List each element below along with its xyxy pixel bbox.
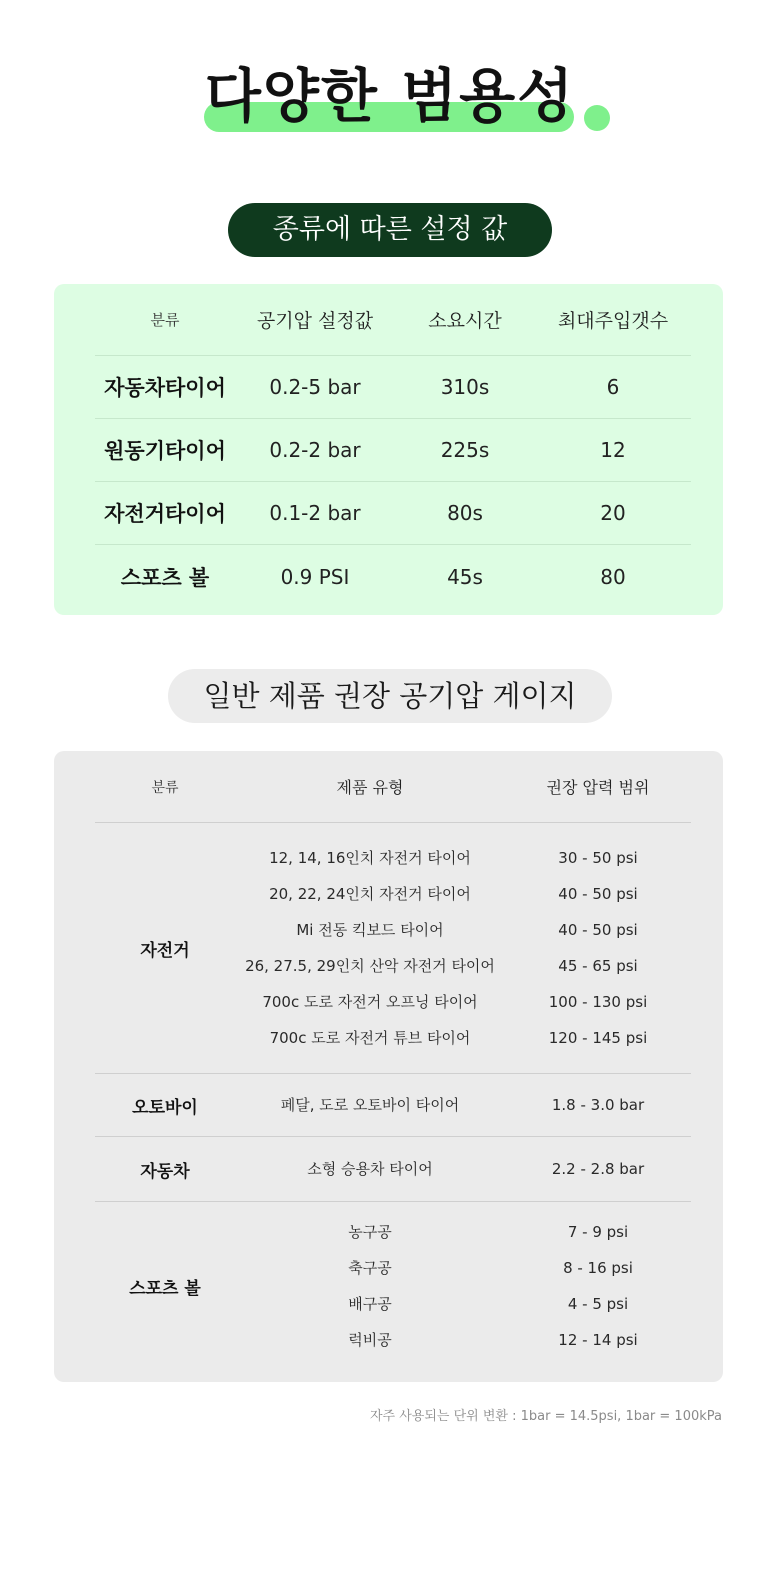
pressure-range: 40 - 50 psi: [558, 885, 638, 903]
row-max-count: 6: [606, 375, 620, 399]
group-ranges: [505, 1151, 691, 1187]
product-type: Mi 전동 킥보드 타이어: [296, 921, 444, 939]
pressure-guide-table: [95, 751, 691, 1370]
pressure-range: 120 - 145 psi: [548, 1029, 648, 1047]
group-items: [235, 1087, 505, 1123]
group-category: 오토바이: [132, 1097, 198, 1118]
header-time: 소요시간: [428, 310, 502, 332]
table-row: [95, 482, 691, 545]
pressure-range: 1.8 - 3.0 bar: [551, 1096, 645, 1114]
product-type: 페달, 도로 오토바이 타이어: [280, 1096, 460, 1114]
product-type: 축구공: [348, 1259, 392, 1277]
row-max-count: 80: [600, 564, 626, 589]
header-pressure: 공기압 설정값: [256, 310, 374, 332]
row-category: 자전거타이어: [104, 502, 226, 526]
pressure-range: 12 - 14 psi: [558, 1331, 638, 1349]
row-pressure: 0.2-2 bar: [269, 438, 361, 462]
group-bicycle: [95, 823, 691, 1074]
row-category: 스포츠 볼: [120, 565, 210, 590]
pressure-range: 2.2 - 2.8 bar: [551, 1160, 645, 1178]
row-max-count: 12: [600, 438, 626, 462]
header-pressure-range: 권장 압력 범위: [546, 778, 650, 797]
page-title: 다양한 범용성: [204, 62, 576, 130]
row-pressure: 0.1-2 bar: [269, 501, 361, 525]
group-ranges: [505, 1087, 691, 1123]
product-type: 소형 승용차 타이어: [307, 1160, 433, 1178]
group-items: [235, 840, 505, 1056]
table-row: [95, 545, 691, 608]
row-time: 225s: [440, 438, 490, 462]
product-type: 럭비공: [348, 1331, 392, 1349]
header-category: 분류: [150, 311, 180, 329]
group-ranges: [505, 840, 691, 1056]
product-type: 배구공: [348, 1295, 392, 1313]
pressure-range: 8 - 16 psi: [563, 1259, 633, 1277]
title-block: [0, 60, 780, 140]
pressure-range: 40 - 50 psi: [558, 921, 638, 939]
row-time: 80s: [447, 501, 483, 525]
group-items: [235, 1151, 505, 1187]
product-type: 26, 27.5, 29인치 산악 자전거 타이어: [245, 957, 495, 975]
section1-heading: 종류에 따른 설정 값: [228, 203, 552, 257]
pressure-range: 30 - 50 psi: [558, 849, 638, 867]
group-category: 자전거: [140, 940, 190, 961]
group-category: 스포츠 볼: [129, 1278, 201, 1299]
unit-conversion-note: 자주 사용되는 단위 변환 : 1bar = 14.5psi, 1bar = 100kPa: [369, 1409, 722, 1424]
group-car: [95, 1137, 691, 1202]
table-row: [95, 419, 691, 482]
product-type: 농구공: [348, 1223, 392, 1241]
header-max-count: 최대주입갯수: [557, 310, 669, 332]
group-sports-ball: [95, 1202, 691, 1370]
pressure-range: 45 - 65 psi: [558, 957, 638, 975]
settings-table-card: [54, 284, 723, 615]
settings-table: [95, 284, 691, 608]
product-type: 12, 14, 16인치 자전거 타이어: [269, 849, 471, 867]
row-pressure: 0.2-5 bar: [269, 375, 361, 399]
row-pressure: 0.9 PSI: [280, 564, 350, 589]
row-time: 310s: [440, 375, 490, 399]
product-type: 700c 도로 자전거 튜브 타이어: [269, 1029, 471, 1047]
pressure-guide-header: [95, 751, 691, 823]
group-category: 자동차: [140, 1161, 190, 1182]
product-type: 700c 도로 자전거 오프닝 타이어: [262, 993, 478, 1011]
group-motorcycle: [95, 1074, 691, 1137]
group-items: [235, 1214, 505, 1358]
table-row: [95, 356, 691, 419]
pressure-range: 7 - 9 psi: [567, 1223, 629, 1241]
section2-heading: 일반 제품 권장 공기압 게이지: [168, 669, 612, 723]
header-category: 분류: [151, 779, 179, 796]
row-time: 45s: [447, 564, 483, 589]
row-category: 자동차타이어: [104, 376, 226, 400]
settings-table-header: [95, 284, 691, 356]
pressure-range: 4 - 5 psi: [567, 1295, 629, 1313]
row-category: 원동기타이어: [104, 439, 226, 463]
product-type: 20, 22, 24인치 자전거 타이어: [269, 885, 471, 903]
row-max-count: 20: [600, 501, 626, 525]
header-product-type: 제품 유형: [336, 778, 404, 797]
pressure-guide-card: [54, 751, 723, 1382]
group-ranges: [505, 1214, 691, 1358]
pressure-range: 100 - 130 psi: [548, 993, 648, 1011]
